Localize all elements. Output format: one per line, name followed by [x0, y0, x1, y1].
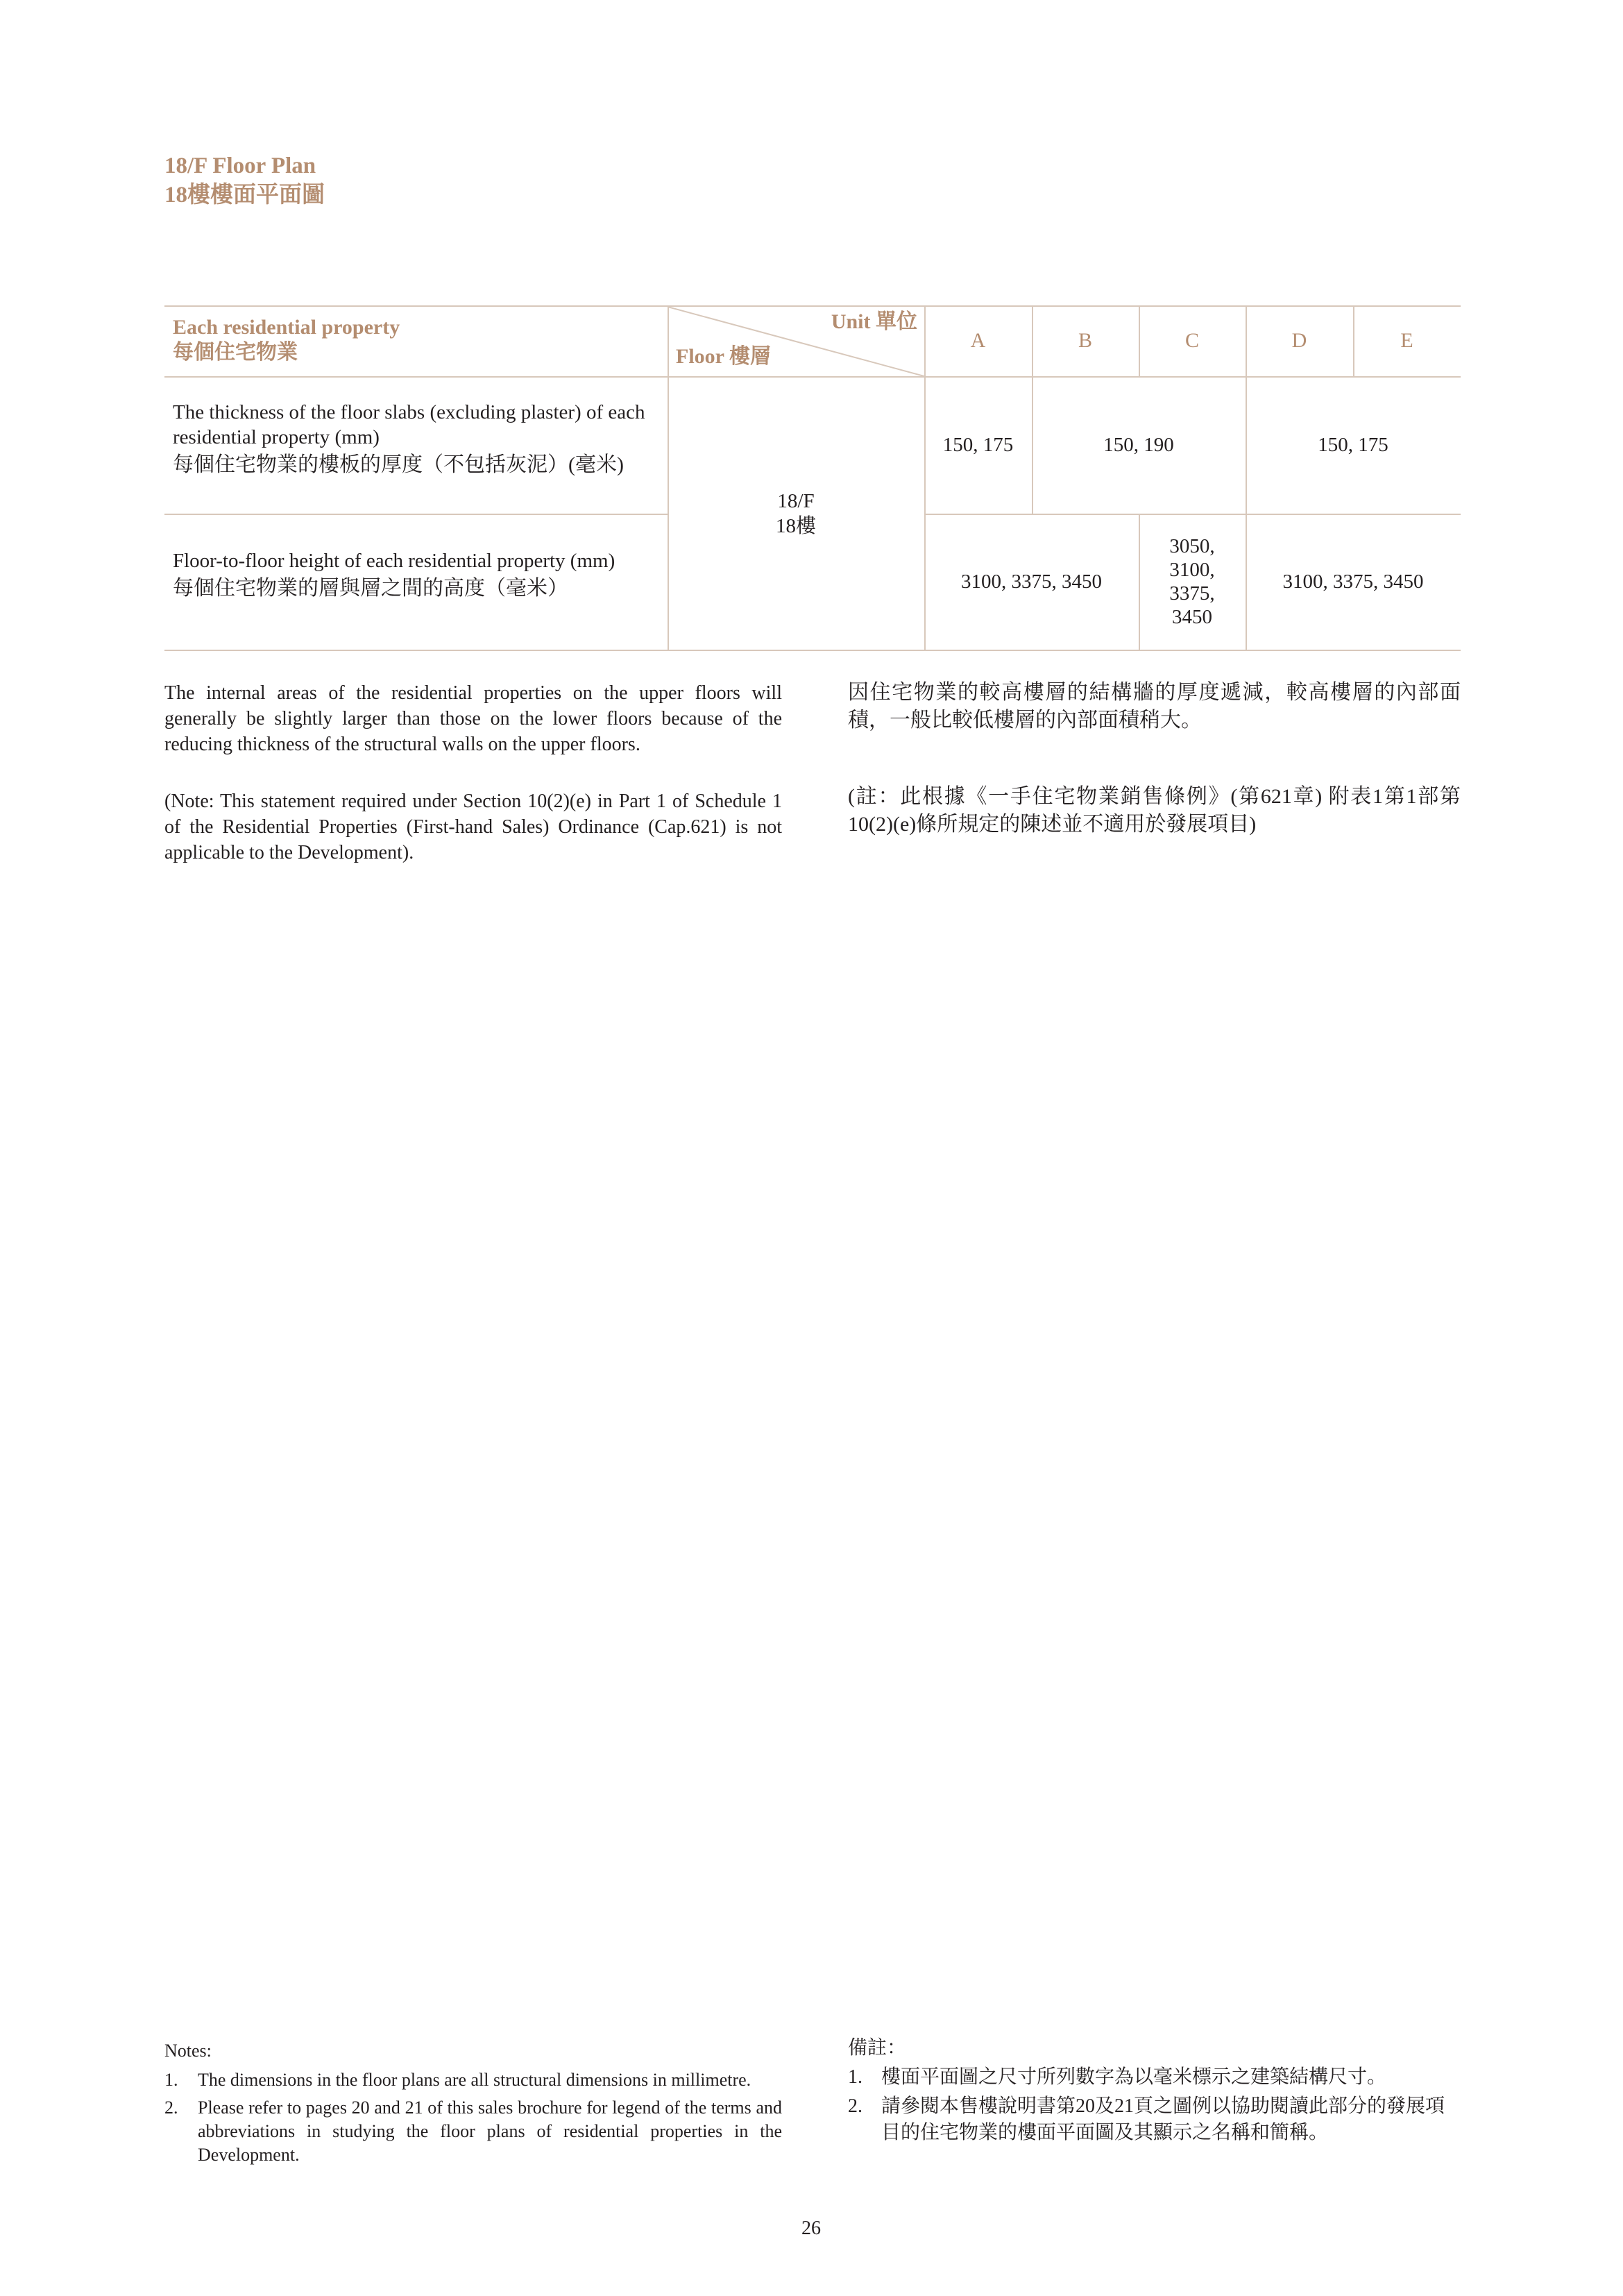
header-property-zh: 每個住宅物業 — [173, 341, 298, 364]
page-number: 26 — [801, 2218, 821, 2239]
header-floor: Floor 樓層 — [676, 345, 771, 368]
floor-cell — [668, 376, 924, 651]
note-en-2-text: Please refer to pages 20 and 21 of this sales brochure for legend of the terms and abbreviations in studying the floor plans of residential properties in the Development. — [198, 2097, 782, 2165]
height-value-c: 3050, 3100, 3375, 3450 — [1169, 535, 1215, 628]
unit-header-e: E — [1400, 329, 1413, 352]
note-zh-1-text: 樓面平面圖之尺寸所列數字為以毫米標示之建築結構尺寸。 — [881, 2066, 1387, 2088]
header-unit: Unit 單位 — [831, 310, 917, 333]
height-value-de: 3100, 3375, 3450 — [1282, 571, 1424, 593]
unit-header-c: C — [1184, 329, 1199, 352]
row-height-label-zh: 每個住宅物業的層與層之間的高度（毫米） — [173, 577, 568, 600]
row-slab-label — [173, 400, 658, 480]
header-property — [173, 315, 658, 365]
row-height-label — [173, 548, 658, 604]
statement-zh: 因住宅物業的較高樓層的結構牆的厚度遞減，較高樓層的內部面積，一般比較低樓層的內部面積稍大。 — [848, 681, 1461, 732]
note-zh-1-num: 1. — [848, 2066, 863, 2088]
note-en-1 — [164, 2068, 782, 2092]
header-property-en: Each residential property — [173, 316, 400, 339]
row-height-label-en: Floor-to-floor height of each residential property (mm) — [173, 550, 615, 572]
title-zh: 18樓樓面平面圖 — [164, 183, 325, 208]
floor-value-zh: 18樓 — [775, 515, 816, 537]
height-value-ab: 3100, 3375, 3450 — [961, 571, 1102, 593]
notes-heading-zh: 備註： — [848, 2037, 907, 2059]
spec-table — [164, 305, 1461, 651]
slab-value-bc: 150, 190 — [1103, 434, 1174, 456]
note-zh-2-text: 請參閱本售樓說明書第20及21頁之圖例以協助閱讀此部分的發展項目的住宅物業的樓面平面圖及其顯示之名稱和簡稱。 — [881, 2095, 1445, 2143]
floor-value-en: 18/F — [777, 490, 815, 512]
table-rule-mid-left — [164, 514, 668, 515]
row-slab-label-en: The thickness of the floor slabs (excluding plaster) of each residential property (mm) — [173, 401, 645, 448]
title-en: 18/F Floor Plan — [164, 153, 316, 178]
note-zh-2 — [848, 2093, 1461, 2146]
slab-value-de: 150, 175 — [1318, 434, 1388, 456]
note-statement-en: (Note: This statement required under Section 10(2)(e) in Part 1 of Schedule 1 of the Residential Properties (First-hand Sales) Ordinance (Cap.621) is not applicable to the Development). — [164, 791, 782, 863]
notes-heading-en: Notes: — [164, 2041, 212, 2061]
slab-value-a: 150, 175 — [942, 434, 1014, 456]
row-slab-label-zh: 每個住宅物業的樓板的厚度（不包括灰泥）(毫米) — [173, 453, 624, 476]
note-en-2 — [164, 2096, 782, 2167]
note-en-2-num: 2. — [164, 2097, 178, 2118]
note-en-1-text: The dimensions in the floor plans are all structural dimensions in millimetre. — [198, 2070, 751, 2090]
unit-header-b: B — [1078, 329, 1092, 352]
note-en-1-num: 1. — [164, 2070, 178, 2090]
notes-zh — [848, 2035, 1461, 2146]
unit-header-d: D — [1291, 329, 1307, 352]
statement-en: The internal areas of the residential properties on the upper floors will generally be slightly larger than those on the lower floors because of the reducing thickness of the structural walls on the upper floors. — [164, 682, 782, 755]
page-title — [164, 151, 325, 210]
note-zh-2-num: 2. — [848, 2095, 863, 2117]
note-zh-1 — [848, 2064, 1461, 2091]
unit-header-a: A — [970, 329, 986, 352]
notes-en — [164, 2039, 782, 2167]
note-statement-zh: (註：此根據《一手住宅物業銷售條例》(第621章) 附表1第1部第10(2)(e)條所規定的陳述並不適用於發展項目) — [848, 785, 1461, 836]
